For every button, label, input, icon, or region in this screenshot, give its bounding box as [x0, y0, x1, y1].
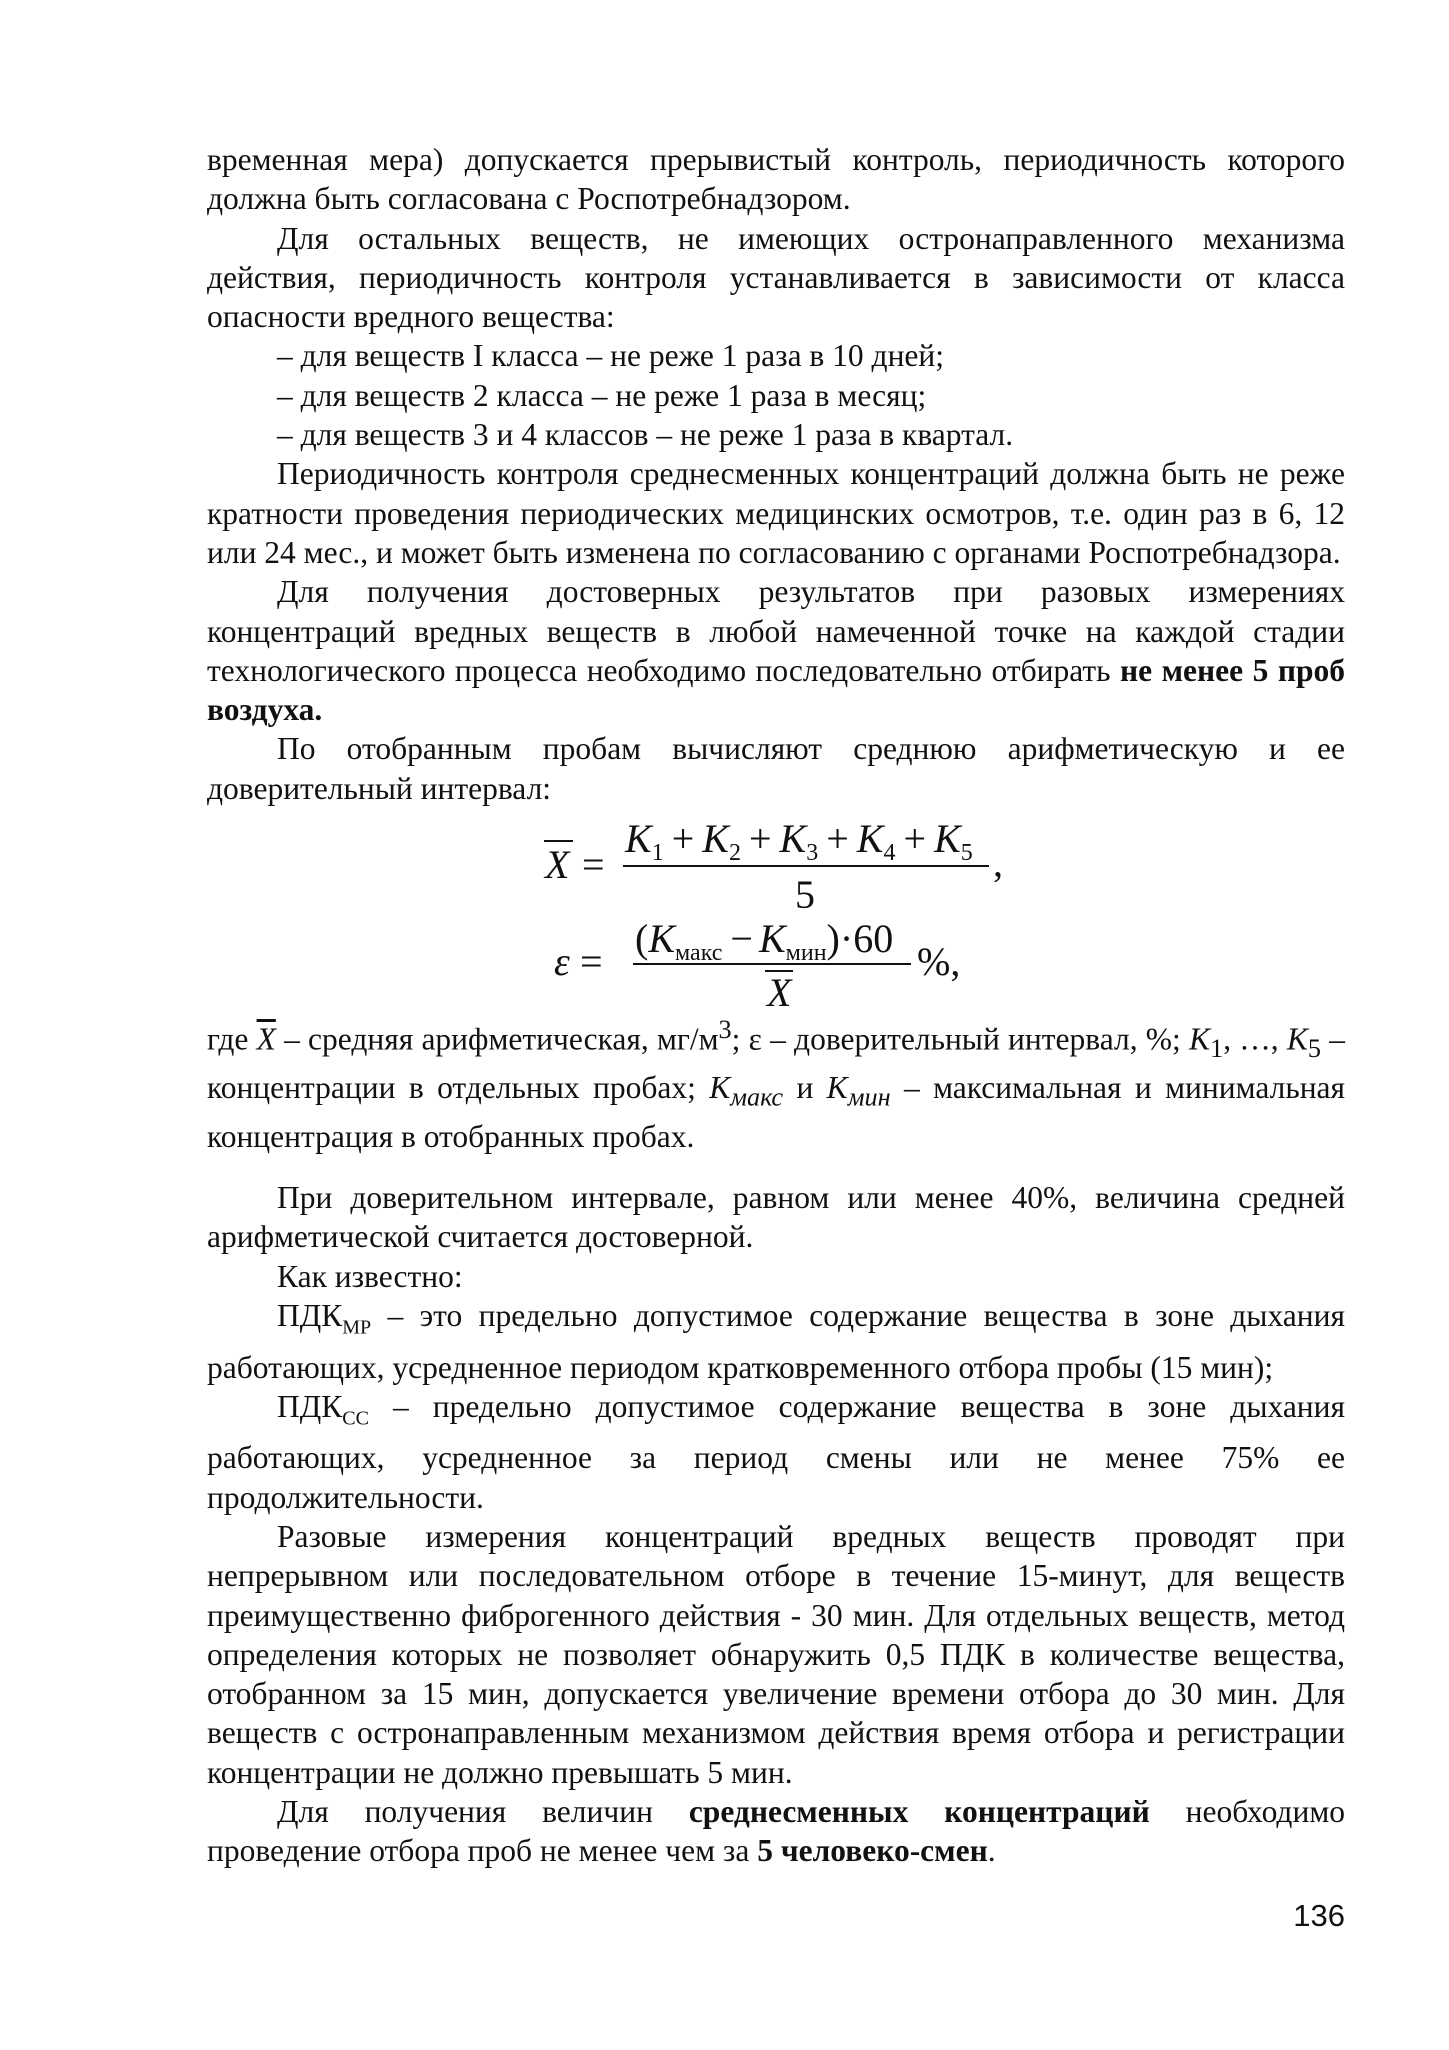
num-kmax-sub: макс	[675, 940, 723, 967]
paragraph-4	[207, 572, 1345, 729]
where-text: и	[796, 1070, 814, 1106]
where-sub: 1	[1210, 1033, 1224, 1063]
pdk-sub: МР	[342, 1316, 372, 1339]
where-sub: макс	[730, 1082, 784, 1112]
num-sixty: 60	[853, 916, 894, 962]
document-page	[207, 140, 1345, 1871]
where-k: K	[1286, 1021, 1308, 1057]
num-kmin-sub: мин	[785, 940, 827, 967]
num-sub: 1	[651, 840, 664, 867]
num-k: K	[702, 816, 729, 862]
paragraph-5: По отобранным пробам вычисляют среднюю арифметическую и ее доверительный интервал:	[207, 731, 1345, 806]
formula-interval-lhs: ε	[554, 939, 570, 985]
list-item: – для веществ 3 и 4 классов – не реже 1 раза в квартал.	[277, 417, 1014, 453]
where-text: – максимальная и минимальная концентрация в отобранных пробах.	[207, 1070, 1346, 1154]
formula-interval	[554, 916, 960, 1008]
formula-mean-lhs: X	[545, 842, 570, 888]
where-text: , …,	[1223, 1021, 1279, 1057]
where-sub: мин	[847, 1082, 891, 1112]
formula-mean-eq: =	[582, 842, 605, 888]
paragraph-4-bold: не менее 5 проб воздуха.	[207, 652, 1345, 728]
formula-mean-numerator	[624, 816, 973, 866]
num-kmin: K	[758, 916, 786, 962]
list-item: – для веществ 2 класса – не реже 1 раза в месяц;	[277, 377, 927, 413]
paragraph-11-text: Для получения величин	[277, 1794, 653, 1830]
formula-mean-tail: ,	[993, 840, 1003, 886]
paragraph-1: временная мера) допускается прерывистый контроль, периодичность которого должна быть согласована с Роспотребнадзором.	[207, 142, 1345, 217]
paragraph-11-bold: 5 человеко-смен	[757, 1833, 988, 1869]
paragraph-2: Для остальных веществ, не имеющих остронаправленного механизма действия, периодичность контроля устанавливается в зависимости от класса опасности вредного вещества:	[207, 220, 1345, 335]
paragraph-11-text: необходимо проведение отбора проб не менее чем за	[207, 1794, 1346, 1869]
where-text: – средняя арифметическая, мг/м	[284, 1021, 719, 1057]
num-dot: ·	[839, 916, 854, 962]
pdk-label: ПДК	[277, 1297, 343, 1333]
where-k: K	[826, 1070, 848, 1106]
page-number: 136	[1293, 1898, 1345, 1933]
where-text: ; ε – доверительный интервал, %;	[731, 1021, 1181, 1057]
formula-block	[207, 812, 1345, 1008]
paragraph-8	[207, 1296, 1345, 1387]
num-plus: +	[748, 816, 772, 862]
formula-interval-numerator	[635, 916, 893, 966]
num-plus: +	[671, 816, 695, 862]
where-k: K	[1189, 1021, 1211, 1057]
num-minus: −	[730, 916, 753, 962]
num-sub: 4	[883, 840, 896, 867]
paragraph-11-bold: среднесменных концентраций	[688, 1794, 1150, 1830]
formula-mean	[543, 816, 1003, 917]
formula-svg	[207, 812, 1345, 1008]
list-item: – для веществ I класса – не реже 1 раза в 10 дней;	[277, 338, 945, 374]
paragraph-4-text: Для получения достоверных результатов при разовых измерениях концентраций вредных веществ в любой намеченной точке на каждой стадии технологического процесса необходимо последовательно отбирать	[207, 574, 1345, 688]
paragraph-7: Как известно:	[277, 1258, 463, 1294]
formula-interval-tail: %,	[917, 939, 961, 985]
num-k: K	[625, 816, 652, 862]
paragraph-9-text: – предельно допустимое содержание вещества в зоне дыхания работающих, усредненное за период смены или не менее 75% ее продолжительности.	[207, 1388, 1346, 1515]
pdk-label: ПДК	[277, 1388, 343, 1424]
where-sup: 3	[718, 1015, 732, 1045]
num-k: K	[856, 816, 884, 862]
num-close: )	[826, 916, 840, 962]
paragraph-3: Периодичность контроля среднесменных концентраций должна быть не реже кратности проведения периодических медицинских осмотров, т.е. один раз в 6, 12 или 24 мес., и может быть изменена по согласованию с органами Роспотребнадзора.	[207, 456, 1345, 570]
formula-interval-denominator: X	[767, 970, 792, 1009]
where-paragraph	[207, 1010, 1345, 1156]
formula-interval-eq: =	[580, 939, 603, 985]
paragraph-6: При доверительном интервале, равном или менее 40%, величина средней арифметической считается достоверной.	[207, 1180, 1345, 1255]
where-text: – концентрации в отдельных пробах;	[207, 1021, 1346, 1106]
where-x-bar: $\overline{X}$	[256, 1021, 276, 1057]
paragraph-9	[207, 1387, 1345, 1517]
num-plus: +	[903, 816, 926, 862]
num-sub: 3	[806, 840, 819, 867]
paragraph-10: Разовые измерения концентраций вредных веществ проводят при непрерывном или последовательном отборе в течение 15-минут, для веществ преимущественно фиброгенного действия - 30 мин. Для отдельных веществ, метод определения которых не позволяет обнаружить 0,5 ПДК в количестве вещества, отобранном за 15 мин, допускается увеличение времени отбора до 30 мин. Для веществ с остронаправленным механизмом действия время отбора и регистрации концентрации не должно превышать 5 мин.	[207, 1519, 1345, 1790]
paragraph-11	[207, 1792, 1345, 1871]
num-sub: 5	[960, 840, 973, 867]
formula-mean-denominator: 5	[795, 872, 815, 918]
paragraph-8-text: – это предельно допустимое содержание вещества в зоне дыхания работающих, усредненное периодом кратковременного отбора пробы (15 мин);	[207, 1297, 1345, 1385]
pdk-sub: СС	[342, 1407, 369, 1430]
num-open: (	[635, 916, 649, 962]
num-k: K	[934, 816, 961, 862]
num-kmax: K	[648, 916, 676, 962]
num-sub: 2	[728, 840, 741, 867]
where-k: K	[709, 1070, 731, 1106]
paragraph-11-text: .	[987, 1833, 996, 1869]
num-k: K	[779, 816, 807, 862]
where-sub: 5	[1307, 1033, 1322, 1063]
where-text: где	[207, 1021, 249, 1057]
num-plus: +	[826, 816, 849, 862]
